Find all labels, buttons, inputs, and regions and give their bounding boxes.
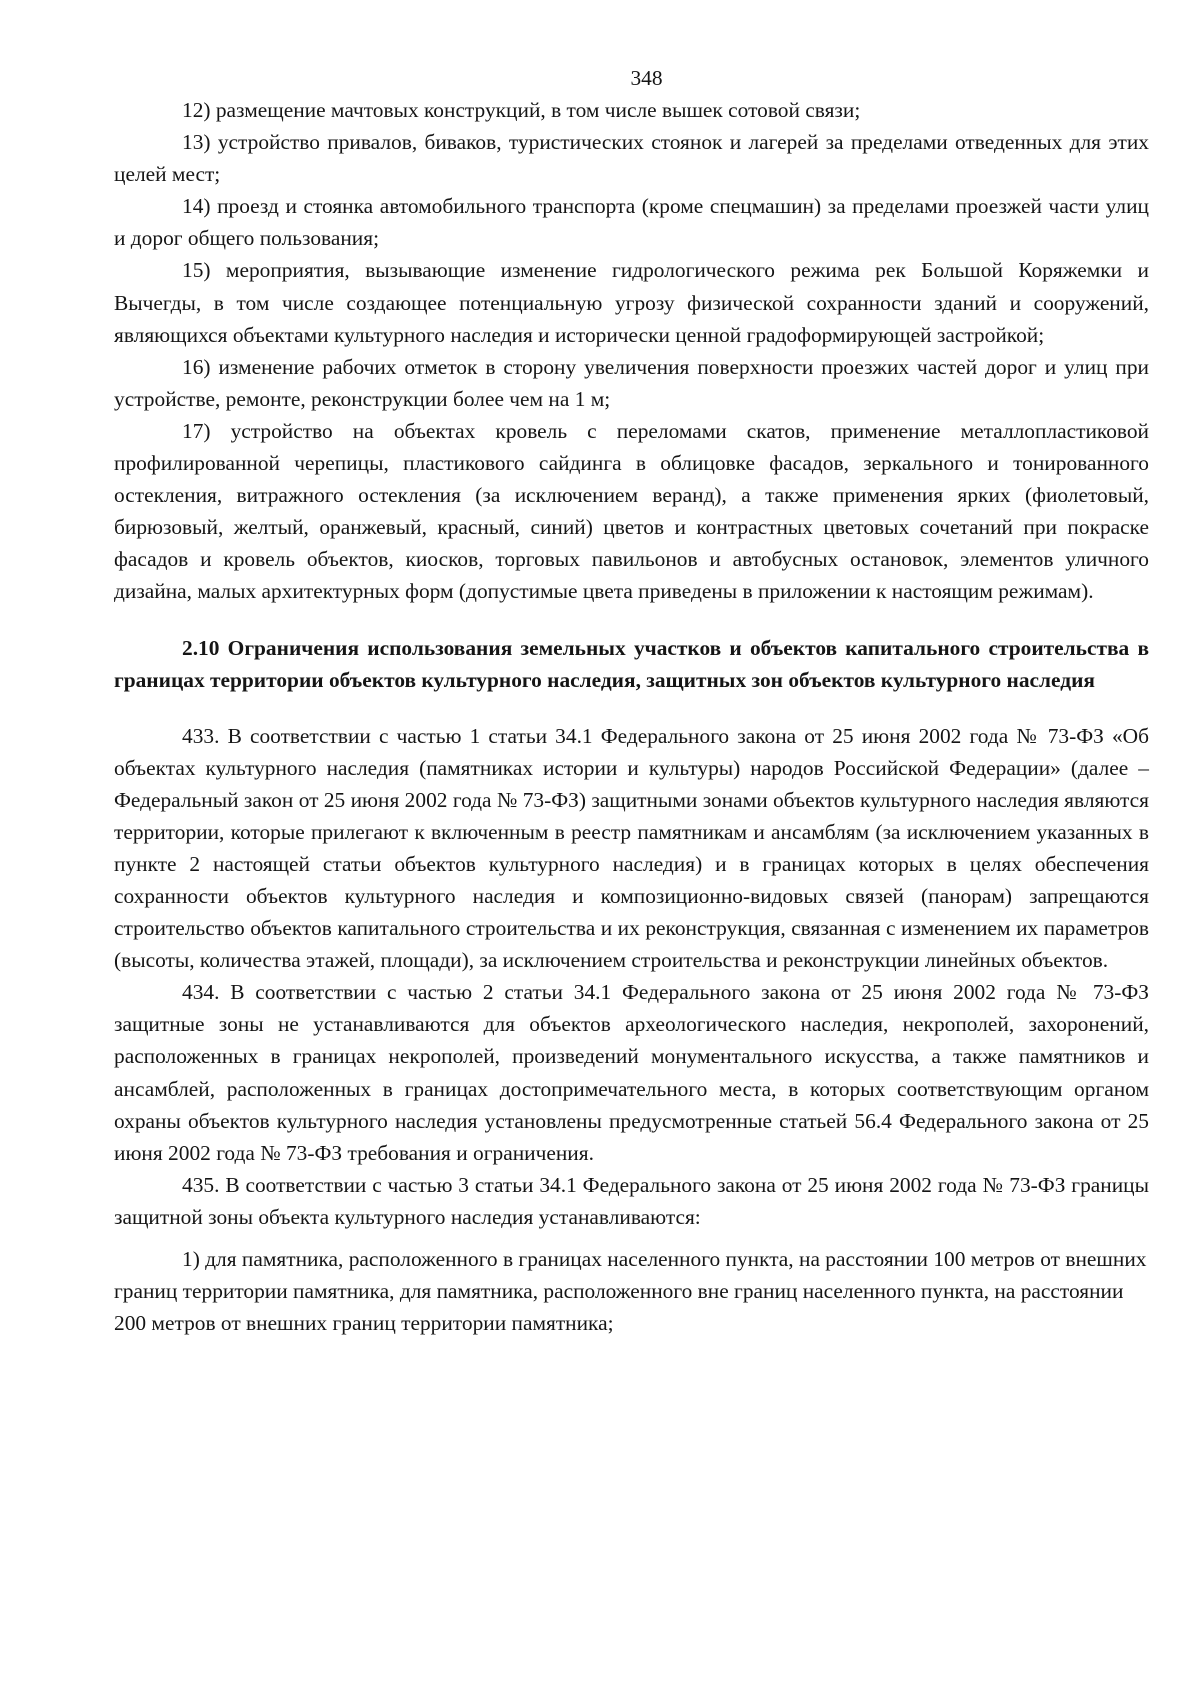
- list-item-14: 14) проезд и стоянка автомобильного транспорта (кроме спецмашин) за пределами проезжей части улиц и дорог общего пользования;: [114, 194, 1149, 251]
- list-item-13: 13) устройство привалов, биваков, туристических стоянок и лагерей за пределами отведенных для этих целей мест;: [114, 130, 1149, 187]
- section-heading: 2.10 Ограничения использования земельных участков и объектов капитального строительства в границах территории объектов культурного наследия, защитных зон объектов культурного наследия: [114, 635, 1149, 692]
- list-item-1: 1) для памятника, расположенного в границах населенного пункта, на расстоянии 100 метров от внешних границ территории памятника, для памятника, расположенного вне границ населенного пункта, на расстоянии 200 метров от внешних границ территории памятника;: [114, 1247, 1147, 1336]
- list-item-17: 17) устройство на объектах кровель с переломами скатов, применение металлопластиковой профилированной черепицы, пластикового сайдинга в облицовке фасадов, зеркального и тонированного остекления, витражного остекления (за исключением веранд), а также применения ярких (фиолетовый, бирюзовый, желтый, оранжевый, красный, синий) цветов и контрастных цветовых сочетаний при покраске фасадов и кровель объектов, киосков, торговых павильонов и автобусных остановок, элементов уличного дизайна, малых архитектурных форм (допустимые цвета приведены в приложении к настоящим режимам).: [114, 418, 1149, 604]
- paragraph-434: 434. В соответствии с частью 2 статьи 34.1 Федерального закона от 25 июня 2002 года № 73-ФЗ защитные зоны не устанавливаются для объектов археологического наследия, некрополей, захоронений, расположенных в границах некрополей, произведений монументального искусства, а также памятников и ансамблей, расположенных в границах достопримечательного места, в которых соответствующим органом охраны объектов культурного наследия установлены предусмотренные статьей 56.4 Федерального закона от 25 июня 2002 года № 73-ФЗ требования и ограничения.: [114, 980, 1149, 1165]
- list-item-16: 16) изменение рабочих отметок в сторону увеличения поверхности проезжих частей дорог и улиц при устройстве, ремонте, реконструкции более чем на 1 м;: [114, 354, 1149, 411]
- paragraph-433: 433. В соответствии с частью 1 статьи 34.1 Федерального закона от 25 июня 2002 года № 73-ФЗ «Об объектах культурного наследия (памятниках истории и культуры) народов Российской Федерации» (далее – Федеральный закон от 25 июня 2002 года № 73-ФЗ) защитными зонами объектов культурного наследия являются территории, которые прилегают к включенным в реестр памятникам и ансамблям (за исключением указанных в пункте 2 настоящей статьи объектов культурного наследия) и в границах которых в целях обеспечения сохранности объектов культурного наследия и композиционно-видовых связей (панорам) запрещаются строительство объектов капитального строительства и их реконструкция, связанная с изменением их параметров (высоты, количества этажей, площади), за исключением строительства и реконструкции линейных объектов.: [114, 723, 1149, 973]
- page-number: 348: [630, 66, 663, 90]
- paragraph-435: 435. В соответствии с частью 3 статьи 34.1 Федерального закона от 25 июня 2002 года № 73-ФЗ границы защитной зоны объекта культурного наследия устанавливаются:: [114, 1172, 1149, 1229]
- list-item-15: 15) мероприятия, вызывающие изменение гидрологического режима рек Большой Коряжемки и Вычегды, в том числе создающее потенциальную угрозу физической сохранности зданий и сооружений, являющихся объектами культурного наследия и исторически ценной градоформирующей застройкой;: [114, 258, 1149, 347]
- list-item-12: 12) размещение мачтовых конструкций, в том числе вышек сотовой связи;: [182, 98, 861, 122]
- document-page: [114, 62, 1149, 1339]
